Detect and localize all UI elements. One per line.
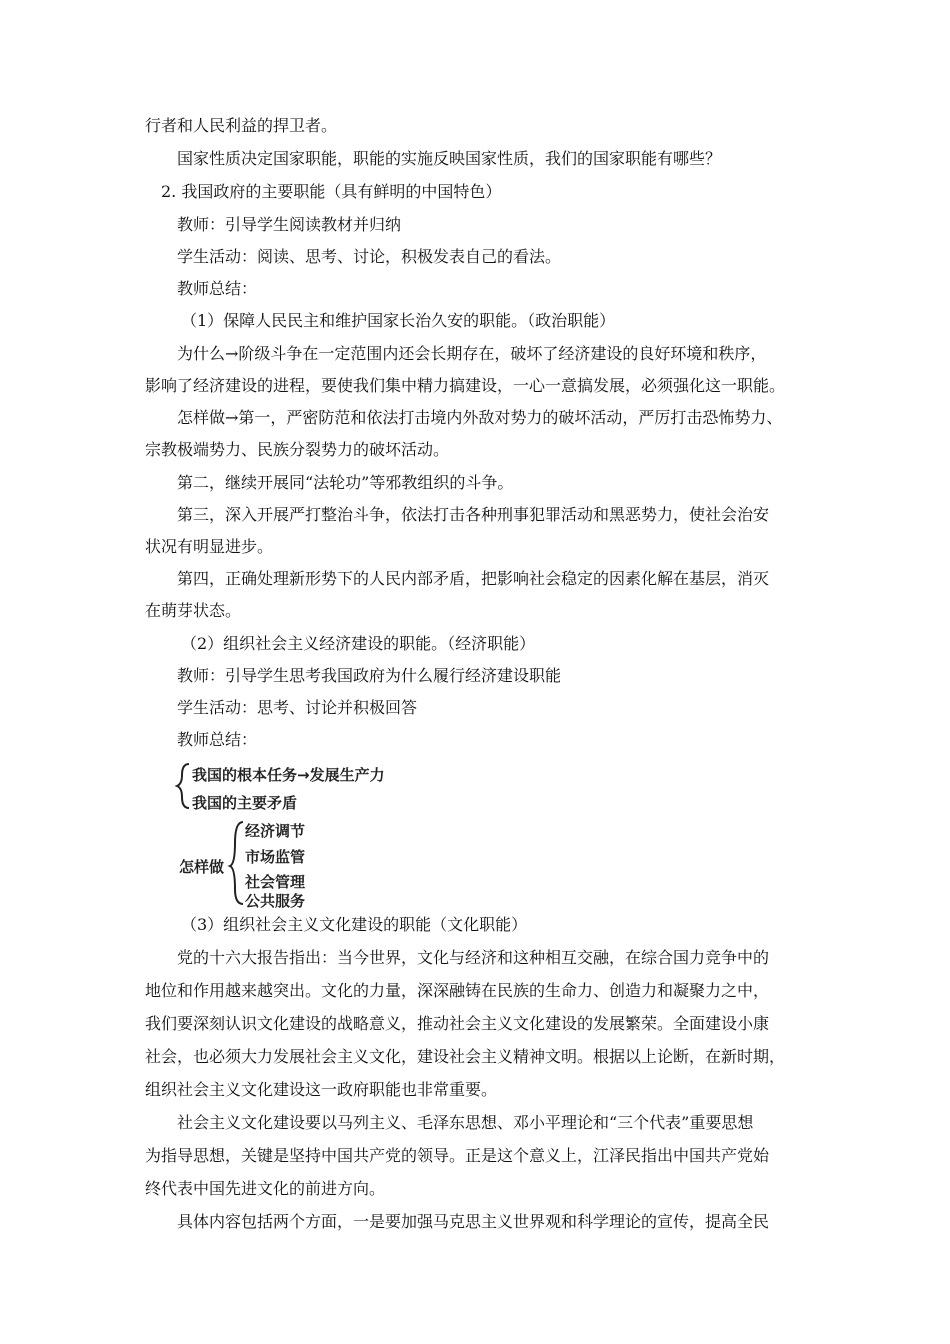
paragraph-line: 第二，继续开展同“法轮功”等邪教组织的斗争。 (177, 473, 514, 492)
paragraph-line: 状况有明显进步。 (145, 537, 274, 556)
paragraph-line: 教师总结： (177, 279, 258, 298)
how-label: 怎样做 (179, 858, 225, 876)
how-item: 社会管理 (245, 873, 306, 891)
paragraph-line: 地位和作用越来越突出。文化的力量，深深融铸在民族的生命力、创造力和凝聚力之中， (145, 981, 770, 1000)
paragraph-line: 教师总结： (177, 730, 258, 749)
why-item-main-contradiction: 我国的主要矛盾 (192, 794, 298, 812)
paragraph-line: 怎样做→第一，严密防范和依法打击境内外敌对势力的破坏活动，严厉打击恐怖势力、 (177, 408, 783, 427)
paragraph-line: 终代表中国先进文化的前进方向。 (145, 1179, 386, 1198)
paragraph-line: 具体内容包括两个方面，一是要加强马克思主义世界观和科学理论的宣传，提高全民 (177, 1212, 770, 1231)
paragraph-line: 国家性质决定国家职能，职能的实施反映国家性质，我们的国家职能有哪些？ (177, 149, 722, 168)
paragraph-line: 组织社会主义文化建设这一政府职能也非常重要。 (145, 1080, 498, 1099)
paragraph-line: 教师：引导学生阅读教材并归纳 (177, 215, 402, 234)
paragraph-line: 社会主义文化建设要以马列主义、毛泽东思想、邓小平理论和“三个代表”重要思想 (177, 1113, 754, 1132)
subsection-heading: （1）保障人民民主和维护国家长治久安的职能。（政治职能） (181, 311, 616, 330)
how-item: 公共服务 (245, 892, 306, 910)
paragraph-line: 学生活动：思考、讨论并积极回答 (177, 698, 418, 717)
paragraph-line: 影响了经济建设的进程，要使我们集中精力搞建设，一心一意搞发展，必须强化这一职能。 (145, 376, 786, 395)
paragraph-line: 为指导思想，关键是坚持中国共产党的领导。正是这个意义上，江泽民指出中国共产党始 (145, 1146, 770, 1165)
paragraph-line: 学生活动：阅读、思考、讨论，积极发表自己的看法。 (177, 247, 562, 266)
paragraph-line: 在萌芽状态。 (145, 601, 242, 620)
how-item: 市场监管 (245, 848, 306, 866)
section-heading: 2. 我国政府的主要职能（具有鲜明的中国特色） (161, 182, 502, 201)
paragraph-line: 第三，深入开展严打整治斗争，依法打击各种刑事犯罪活动和黑恶势力，使社会治安 (177, 505, 770, 524)
paragraph-line: 教师：引导学生思考我国政府为什么履行经济建设职能 (177, 666, 562, 685)
paragraph-line: 为什么→阶级斗争在一定范围内还会长期存在，破坏了经济建设的良好环境和秩序， (177, 344, 767, 363)
paragraph-line: 行者和人民利益的捍卫者。 (145, 116, 338, 135)
economic-function-diagram (175, 758, 435, 908)
paragraph-line: 宗教极端势力、民族分裂势力的破坏活动。 (145, 440, 450, 459)
paragraph-line: 我们要深刻认识文化建设的战略意义，推动社会主义文化建设的发展繁荣。全面建设小康 (145, 1014, 770, 1033)
subsection-heading: （2）组织社会主义经济建设的职能。（经济职能） (181, 634, 536, 653)
why-item-fundamental-task: 我国的根本任务→发展生产力 (192, 766, 385, 784)
paragraph-line: 党的十六大报告指出：当今世界，文化与经济和这种相互交融，在综合国力竞争中的 (177, 948, 770, 967)
subsection-heading: （3）组织社会主义文化建设的职能（文化职能） (181, 915, 528, 934)
how-item: 经济调节 (245, 822, 306, 840)
paragraph-line: 社会，也必须大力发展社会主义文化，建设社会主义精神文明。根据以上论断，在新时期， (145, 1047, 786, 1066)
paragraph-line: 第四，正确处理新形势下的人民内部矛盾，把影响社会稳定的因素化解在基层，消灭 (177, 569, 770, 588)
